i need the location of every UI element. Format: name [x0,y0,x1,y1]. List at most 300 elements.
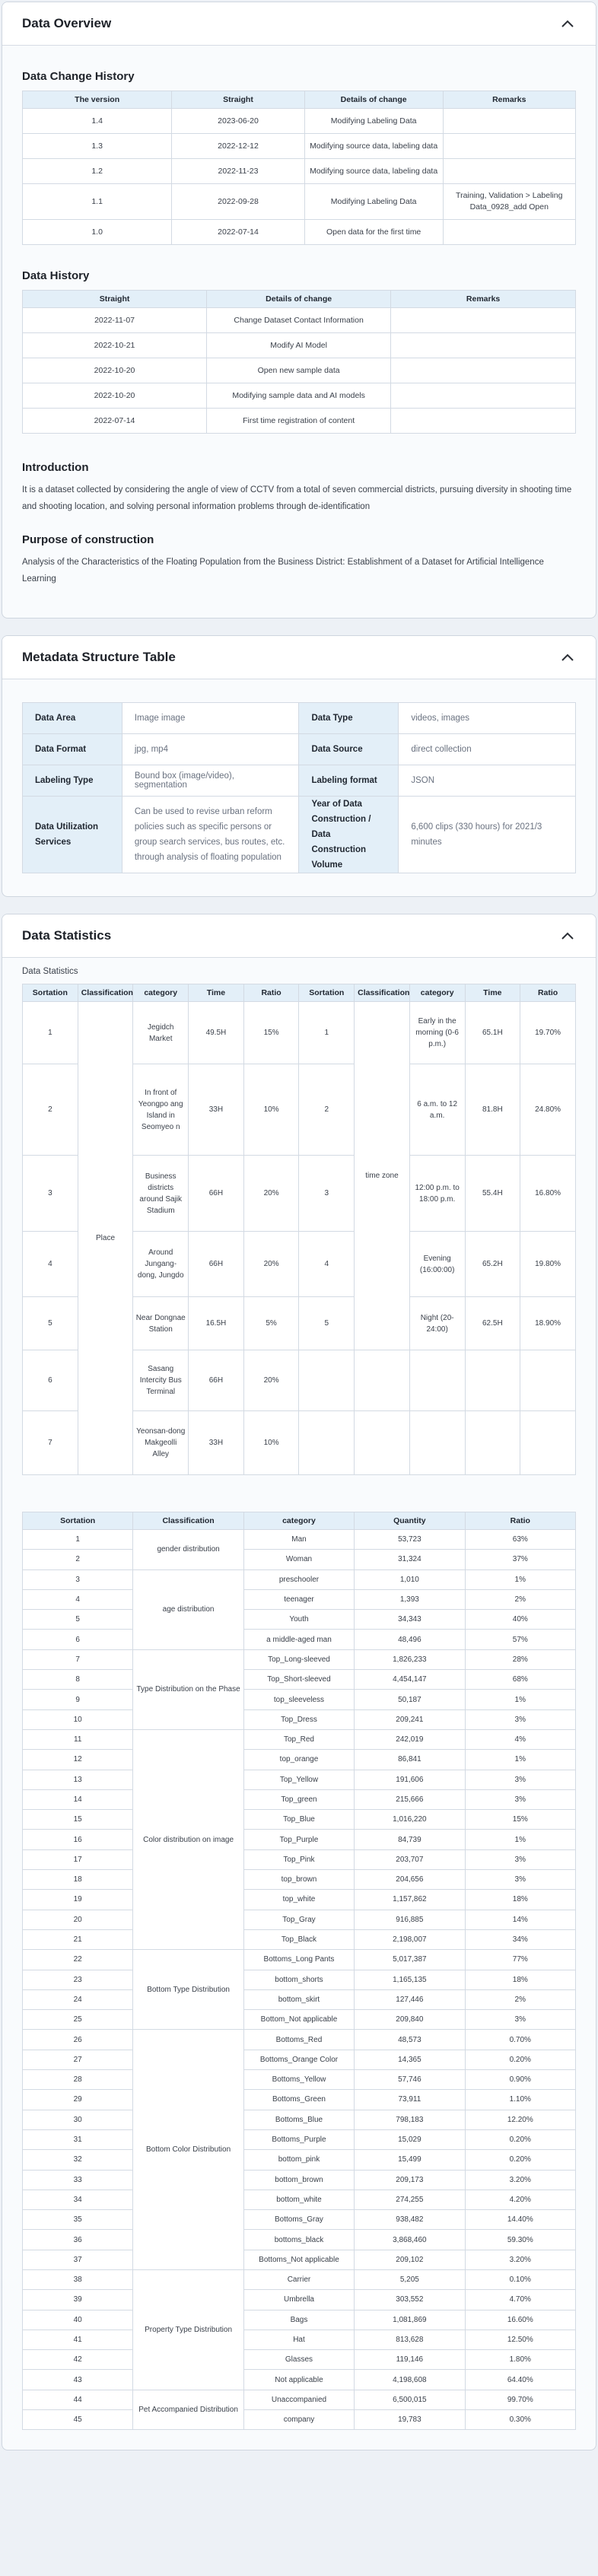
table-row [23,2250,576,2269]
metadata-key: Labeling format [299,765,399,797]
table-cell: 13 [23,1770,133,1789]
table-cell [443,159,576,184]
table-cell: top_sleeveless [243,1690,354,1709]
table-cell: Bottoms_Purple [243,2129,354,2149]
table-cell: 20% [243,1350,299,1411]
table-cell: 77% [465,1950,575,1970]
table-row [23,134,576,159]
table-cell: Woman [243,1550,354,1569]
table-cell: 3,868,460 [355,2230,465,2250]
table-cell: 26 [23,2030,133,2050]
table-row [23,2230,576,2250]
table-row [23,2390,576,2409]
table-cell: 37 [23,2250,133,2269]
table-cell [391,333,576,358]
empty-cell [465,1350,520,1411]
table-cell: top_orange [243,1750,354,1770]
table-row [23,358,576,383]
table-cell: 30 [23,2110,133,2129]
table-cell: 2022-10-20 [23,358,207,383]
table-cell: 20% [243,1156,299,1232]
table-cell: 65.2H [465,1232,520,1297]
table-cell: 14.40% [465,2210,575,2230]
table-cell: Bottoms_Red [243,2030,354,2050]
table-cell: Bags [243,2310,354,2330]
table-cell: 15% [465,1810,575,1830]
table-cell: 49.5H [189,1002,244,1064]
metadata-value: jpg, mp4 [122,734,299,765]
table-cell: 1 [23,1530,133,1550]
table-cell: 43 [23,2370,133,2390]
table-row [23,1810,576,1830]
table-cell: 34% [465,1929,575,1949]
column-header: Ratio [243,984,299,1002]
table-cell: 209,102 [355,2250,465,2269]
table-cell: 2022-10-20 [23,383,207,409]
column-header: Classification [355,984,410,1002]
table-cell: Top_Dress [243,1709,354,1729]
table-cell: 8 [23,1670,133,1690]
metadata-value: direct collection [399,734,576,765]
introduction-text: It is a dataset collected by considering the angle of view of CCTV from a total of seven commercial districts, pursuing diversity in shooting time and shooting location, and solving personal information problems through de-identification [22,485,572,511]
group-classification: Property Type Distribution [133,2269,243,2390]
data-statistics-card [2,914,596,2450]
column-header: Remarks [391,291,576,308]
table-cell: 2% [465,1989,575,2009]
metadata-value: Can be used to revise urban reform policies such as specific persons or group search services, bus routes, etc. through analysis of floating population [122,797,299,873]
table-row [23,1670,576,1690]
table-cell: 3% [465,1709,575,1729]
group-classification: age distribution [133,1569,243,1649]
table-cell: 12.50% [465,2330,575,2349]
table-cell: 119,146 [355,2350,465,2370]
empty-cell [355,1411,410,1475]
table-cell: Open data for the first time [304,220,443,245]
table-cell: Carrier [243,2269,354,2289]
metadata-card [2,635,596,897]
column-header: Ratio [465,1512,575,1530]
table-cell [391,358,576,383]
table-cell: 35 [23,2210,133,2230]
table-cell: 15% [243,1002,299,1064]
table-cell: First time registration of content [207,409,391,434]
table-cell: 7 [23,1411,78,1475]
table-cell: 31,324 [355,1550,465,1569]
table-cell: 27 [23,2050,133,2069]
table-cell: Top_Yellow [243,1770,354,1789]
table-cell: 14% [465,1910,575,1929]
table-cell: bottoms_black [243,2230,354,2250]
column-header: category [243,1512,354,1530]
table-cell: 6 a.m. to 12 a.m. [409,1064,465,1156]
chevron-up-icon[interactable] [559,927,576,944]
table-cell: 12:00 p.m. to 18:00 p.m. [409,1156,465,1232]
metadata-key: Data Source [299,734,399,765]
table-cell: 0.20% [465,2129,575,2149]
table-cell: 0.70% [465,2030,575,2050]
metadata-key: Data Area [23,703,122,734]
table-cell: 24 [23,1989,133,2009]
table-row [23,1589,576,1609]
table-cell: 1% [465,1830,575,1849]
table-cell: 242,019 [355,1729,465,1749]
table-cell: 3% [465,1870,575,1890]
data-overview-header[interactable] [2,2,596,46]
table-cell: 4 [299,1232,355,1297]
table-cell: 15,499 [355,2150,465,2170]
column-header: Remarks [443,91,576,109]
table-cell: 39 [23,2290,133,2310]
table-row [23,1729,576,1749]
table-cell: 2% [465,1589,575,1609]
table-cell: 1,010 [355,1569,465,1589]
empty-cell [520,1350,576,1411]
table-row [23,1750,576,1770]
table-cell: 5 [23,1297,78,1350]
table-cell: 31 [23,2129,133,2149]
table-row [23,220,576,245]
chevron-up-icon[interactable] [559,15,576,32]
group-classification: Bottom Type Distribution [133,1950,243,2030]
table-row [23,308,576,333]
column-header: category [133,984,189,1002]
table-cell: 50,187 [355,1690,465,1709]
table-cell: 2022-11-23 [172,159,304,184]
table-cell: 38 [23,2269,133,2289]
table-cell: 65.1H [465,1002,520,1064]
table-cell: 1,081,869 [355,2310,465,2330]
column-header: Straight [23,291,207,308]
table-cell: 53,723 [355,1530,465,1550]
table-cell: 1,165,135 [355,1970,465,1989]
table-cell: 33H [189,1064,244,1156]
table-cell: 3.20% [465,2250,575,2269]
table-cell: 2022-07-14 [172,220,304,245]
table-row [23,1550,576,1569]
table-cell: 48,573 [355,2030,465,2050]
table-row [23,2269,576,2289]
table-row [23,1530,576,1550]
table-cell: 23 [23,1970,133,1989]
table-cell: Modifying sample data and AI models [207,383,391,409]
table-cell: 2022-07-14 [23,409,207,434]
table-cell: 4% [465,1729,575,1749]
table-cell: 209,840 [355,2010,465,2030]
table-cell: Bottoms_Not applicable [243,2250,354,2269]
table-cell: 209,241 [355,1709,465,1729]
metadata-value: 6,600 clips (330 hours) for 2021/3 minutes [399,797,576,873]
table-cell: 3% [465,1770,575,1789]
table-cell: 20 [23,1910,133,1929]
table-cell: 12 [23,1750,133,1770]
table-cell: 6 [23,1350,78,1411]
data-overview-card [2,2,596,619]
table-cell: Change Dataset Contact Information [207,308,391,333]
column-header: Ratio [520,984,576,1002]
table-cell: 2 [299,1064,355,1156]
table-cell: teenager [243,1589,354,1609]
table-cell: Top_Purple [243,1830,354,1849]
table-cell: Top_green [243,1789,354,1809]
column-header: Sortation [23,984,78,1002]
table-cell: 10% [243,1411,299,1475]
table-row [23,1630,576,1649]
table-cell: 3% [465,1849,575,1869]
table-cell: Top_Short-sleeved [243,1670,354,1690]
table-cell: 28 [23,2070,133,2090]
table-row [23,1849,576,1869]
metadata-key: Data Utilization Services [23,797,122,873]
empty-cell [409,1350,465,1411]
table-cell: 0.20% [465,2050,575,2069]
group-classification: Pet Accompanied Distribution [133,2390,243,2430]
table-cell: 0.90% [465,2070,575,2090]
table-cell: 3% [465,2010,575,2030]
change-history-title: Data Change History [22,70,135,83]
table-cell: 15,029 [355,2129,465,2149]
place-time-table [22,984,576,1475]
table-row [23,2210,576,2230]
table-cell: Hat [243,2330,354,2349]
table-cell: a middle-aged man [243,1630,354,1649]
metadata-value: Bound box (image/video), segmentation [122,765,299,797]
table-cell: 6 [23,1630,133,1649]
table-cell: 18 [23,1870,133,1890]
table-cell: 1.2 [23,159,172,184]
column-header: Straight [172,91,304,109]
metadata-value: Image image [122,703,299,734]
metadata-key: Data Type [299,703,399,734]
change-history-table [22,91,576,245]
table-cell: 1 [299,1002,355,1064]
table-cell: 1.10% [465,2090,575,2110]
distribution-table [22,1512,576,2430]
table-cell: 3.20% [465,2170,575,2190]
table-cell: 2022-10-21 [23,333,207,358]
table-row [23,2030,576,2050]
table-cell: 4 [23,1232,78,1297]
table-cell: 2 [23,1550,133,1569]
table-row [23,2129,576,2149]
table-cell: 938,482 [355,2210,465,2230]
table-cell [391,409,576,434]
table-cell: 2022-11-07 [23,308,207,333]
empty-cell [299,1350,355,1411]
table-cell: 17 [23,1849,133,1869]
table-cell: 798,183 [355,2110,465,2129]
table-cell: Modify AI Model [207,333,391,358]
table-cell: Bottoms_Long Pants [243,1950,354,1970]
metadata-title: Metadata Structure Table [22,650,176,664]
column-header: Time [189,984,244,1002]
table-cell: 32 [23,2150,133,2170]
data-overview-title: Data Overview [22,16,112,30]
metadata-key: Data Format [23,734,122,765]
table-row [23,2350,576,2370]
table-cell: Jegidch Market [133,1002,189,1064]
table-cell: 1.80% [465,2350,575,2370]
chevron-up-icon[interactable] [559,649,576,666]
table-cell: 2 [23,1064,78,1156]
empty-cell [465,1411,520,1475]
table-cell: 1,393 [355,1589,465,1609]
table-cell: Unaccompanied [243,2390,354,2409]
table-cell: 33 [23,2170,133,2190]
table-cell: 204,656 [355,1870,465,1890]
table-cell: 5 [23,1610,133,1630]
table-row [23,159,576,184]
table-cell: Youth [243,1610,354,1630]
table-cell: 2,198,007 [355,1929,465,1949]
table-row [23,1970,576,1989]
table-cell: 5,017,387 [355,1950,465,1970]
table-cell: 6,500,015 [355,2390,465,2409]
table-cell: bottom_shorts [243,1970,354,1989]
table-cell: 62.5H [465,1297,520,1350]
table-cell: 99.70% [465,2390,575,2409]
table-cell: 15 [23,1810,133,1830]
table-row [23,1690,576,1709]
table-cell: 203,707 [355,1849,465,1869]
data-statistics-header[interactable] [2,914,596,958]
table-cell: Modifying Labeling Data [304,184,443,220]
table-cell: 64.40% [465,2370,575,2390]
table-row [23,1870,576,1890]
column-header: Time [465,984,520,1002]
table-cell: Top_Black [243,1929,354,1949]
table-row [23,1910,576,1929]
table-cell: Evening (16:00:00) [409,1232,465,1297]
table-cell: 66H [189,1156,244,1232]
table-cell: 215,666 [355,1789,465,1809]
table-cell: 4,454,147 [355,1670,465,1690]
table-cell: 66H [189,1350,244,1411]
column-header: Details of change [304,91,443,109]
table-row [23,2290,576,2310]
table-cell: Top_Blue [243,1810,354,1830]
table-cell: 1% [465,1750,575,1770]
table-cell: bottom_pink [243,2150,354,2170]
data-statistics-title: Data Statistics [22,928,112,943]
table-cell: Sasang Intercity Bus Terminal [133,1350,189,1411]
table-cell: 18.90% [520,1297,576,1350]
table-cell: 55.4H [465,1156,520,1232]
table-cell: Modifying Labeling Data [304,109,443,134]
metadata-header[interactable] [2,636,596,679]
table-row [23,409,576,434]
table-cell: Early in the morning (0-6 p.m.) [409,1002,465,1064]
table-cell: 813,628 [355,2330,465,2349]
table-row [23,2170,576,2190]
table-cell: 5 [299,1297,355,1350]
table-cell: Business districts around Sajik Stadium [133,1156,189,1232]
table-cell: Training, Validation > Labeling Data_0928_add Open [443,184,576,220]
table-row [23,2190,576,2209]
table-cell: Man [243,1530,354,1550]
empty-cell [355,1350,410,1411]
table-cell: 18% [465,1890,575,1910]
column-header: Sortation [23,1512,133,1530]
table-cell: 1,157,862 [355,1890,465,1910]
table-cell: 19 [23,1890,133,1910]
table-cell: Bottoms_Yellow [243,2070,354,2090]
table-cell: 1.0 [23,220,172,245]
table-row [23,2110,576,2129]
table-cell: 68% [465,1670,575,1690]
table-cell: 22 [23,1950,133,1970]
statistics-caption: Data Statistics [22,967,78,976]
table-cell: Umbrella [243,2290,354,2310]
table-row [23,1770,576,1789]
table-cell: In front of Yeongpo ang Island in Seomyeo n [133,1064,189,1156]
table-cell: Bottom_Not applicable [243,2010,354,2030]
column-header: Details of change [207,291,391,308]
table-cell: 3% [465,1789,575,1809]
table-cell: 191,606 [355,1770,465,1789]
place-classification: Place [78,1002,133,1475]
table-cell [443,134,576,159]
metadata-key: Labeling Type [23,765,122,797]
metadata-row [23,703,576,734]
table-cell: Around Jungang-dong, Jungdo [133,1232,189,1297]
table-cell: 16.5H [189,1297,244,1350]
table-cell: 18% [465,1970,575,1989]
column-header: Classification [133,1512,243,1530]
table-cell: 1.1 [23,184,172,220]
table-cell: Open new sample data [207,358,391,383]
table-cell: 916,885 [355,1910,465,1929]
table-row [23,1929,576,1949]
table-cell: 24.80% [520,1064,576,1156]
table-cell: Top_Pink [243,1849,354,1869]
table-cell: 34,343 [355,1610,465,1630]
table-cell: 86,841 [355,1750,465,1770]
table-cell: 1% [465,1569,575,1589]
table-row [23,2090,576,2110]
table-row [23,2070,576,2090]
table-row [23,1649,576,1669]
table-cell: 19,783 [355,2410,465,2430]
table-cell [443,220,576,245]
column-header: The version [23,91,172,109]
table-cell: 5,205 [355,2269,465,2289]
group-classification: gender distribution [133,1530,243,1570]
table-cell: 3 [23,1156,78,1232]
table-cell: 14,365 [355,2050,465,2069]
table-cell: 1.3 [23,134,172,159]
table-cell: top_white [243,1890,354,1910]
table-cell: 84,739 [355,1830,465,1849]
metadata-row [23,797,576,873]
table-cell: 59.30% [465,2230,575,2250]
table-cell: 3 [23,1569,133,1589]
introduction-title: Introduction [22,461,89,474]
table-cell: Bottoms_Gray [243,2210,354,2230]
group-classification: Bottom Color Distribution [133,2030,243,2270]
table-cell [391,308,576,333]
table-cell: 16.80% [520,1156,576,1232]
table-cell: bottom_skirt [243,1989,354,2009]
table-cell: Top_Gray [243,1910,354,1929]
metadata-value: JSON [399,765,576,797]
table-cell: 2022-12-12 [172,134,304,159]
table-row [23,1709,576,1729]
table-cell: 10 [23,1709,133,1729]
table-cell: 0.20% [465,2150,575,2170]
table-cell: 5% [243,1297,299,1350]
table-row [23,2010,576,2030]
table-cell: 10% [243,1064,299,1156]
